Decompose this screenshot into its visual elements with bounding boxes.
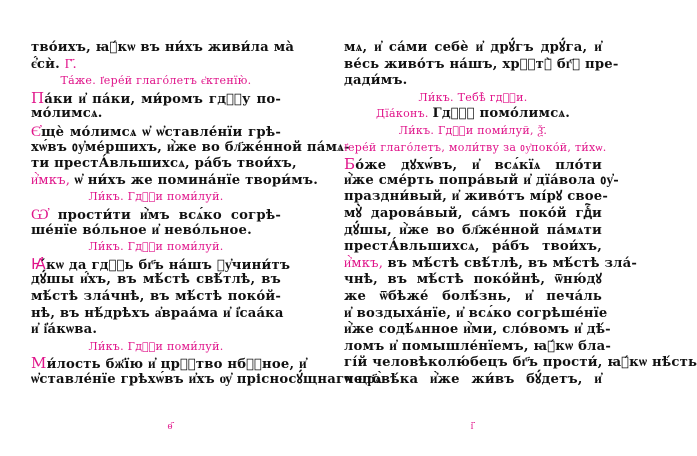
text-line	[344, 40, 602, 57]
rubric-text: І҆ере́й глаго́летъ, моли́тву за ᲂу҆поко́й, ти́хѡ.	[344, 140, 607, 154]
text-line	[344, 322, 611, 339]
rubric-text: Ли́къ. Гдⷭ҇и поми́луй, Ѯ҃.	[398, 123, 548, 137]
right-page-number: і҃	[470, 421, 474, 432]
rubric-text: Та́же. І҆ере́й глаго́летъ є҆ктенїю̀.	[60, 74, 252, 88]
body-text: тво́ихъ, ꙗ҆́кѡ въ ни́хъ живи́ла ма̀	[31, 40, 295, 55]
initial-letter: М	[31, 354, 47, 373]
text-line	[31, 322, 281, 339]
body-text: мо́лимсѧ.	[31, 106, 103, 122]
body-text: и҆ воздыха́нїе, и҆ всѧ́ко согрѣше́нїе	[344, 305, 608, 321]
text-line	[344, 140, 607, 157]
text-line	[31, 206, 281, 223]
text-line	[344, 305, 608, 323]
text-line	[31, 156, 297, 173]
text-line	[31, 90, 281, 107]
body-text: и҆̀же содѣ́ѧнное и҆̀ми, сло́вомъ и҆ дѣ́-	[344, 322, 611, 338]
text-line	[31, 172, 319, 190]
body-text: въ мѣ́стѣ свѣ́тлѣ, въ мѣ́стѣ зла́-	[387, 255, 637, 271]
initial-letter: П	[31, 88, 45, 107]
text-line	[31, 73, 281, 90]
body-text: нѣ, въ нѣ́дрѣхъ а҆враа́ма и҆ і҆саа́ка	[31, 305, 284, 321]
body-text: ве́сь живо́тъ на́шъ, хрⷭ҇тꙋ̀ бг҃ꙋ пре-	[344, 56, 619, 72]
body-text: ломъ и҆ помышле́нїемъ, ꙗ҆́кѡ бла-	[344, 338, 612, 354]
text-line	[344, 156, 602, 173]
text-line	[344, 223, 602, 240]
text-line	[344, 172, 619, 190]
body-text: хѡ́въ ᲂу҆ме́ршихъ, и҆̀же во бл҃же́нной па́мѧ-	[31, 139, 350, 155]
body-text: ше́нїе во́льное и҆ нево́льное.	[31, 222, 252, 238]
text-line	[344, 355, 697, 372]
rubric-text: Ли́къ. Гдⷭ҇и поми́луй.	[88, 240, 224, 254]
body-text: чнѣ, въ мѣ́стѣ поко́йнѣ, ѿню́дꙋ	[344, 272, 602, 288]
body-text: ти престА́вльшихсѧ, ра́бъ твои́хъ,	[31, 156, 297, 172]
rubric-text: Дїа́конъ.	[375, 107, 433, 121]
text-line	[344, 239, 602, 256]
body-text: дꙋ́шы и҆́хъ, въ мѣ́стѣ свѣ́тлѣ, въ	[31, 272, 281, 288]
text-line	[31, 139, 350, 157]
rubric-text: Ли́къ. Гдⷭ҇и поми́луй.	[88, 339, 224, 353]
text-line	[344, 255, 637, 273]
initial-letter: Ѡ҆	[31, 204, 49, 223]
text-line	[31, 106, 281, 123]
body-text: же ѿбѣже́ болѣ́знь, и҆ печа́ль	[344, 288, 602, 304]
text-line	[344, 372, 602, 389]
text-line	[31, 189, 281, 206]
text-line	[31, 254, 291, 273]
left-page-number: ѳ҃	[167, 421, 173, 432]
text-line	[31, 339, 281, 356]
text-line	[344, 289, 602, 306]
body-text: гі́й человѣколю́бецъ бг҃ъ прости́, ꙗ҆́кѡ нѣ́сть	[344, 355, 697, 371]
body-text: прости́ти и҆̀мъ всѧ́ко согрѣ-	[48, 207, 281, 223]
text-line	[344, 189, 609, 206]
body-text: ѡ҆ ни́хъ же помина́нїе твори́мъ.	[74, 172, 319, 188]
body-text: праздни́вый, и҆ живо́тъ мі́рꙋ свое-	[344, 189, 609, 205]
body-text: и҆ і҆а́кѡва.	[31, 322, 98, 338]
text-line	[31, 57, 281, 74]
text-line	[344, 73, 602, 90]
text-line	[31, 354, 307, 373]
text-line	[344, 106, 602, 123]
text-line	[31, 239, 281, 256]
rubric-text: Ли́къ. Тебѣ̀ гдⷭ҇и.	[418, 90, 528, 104]
text-line	[31, 289, 281, 306]
text-line	[31, 123, 281, 140]
body-text: мѣ́стѣ зла́чнѣ, въ мѣ́стѣ поко́й-	[31, 288, 281, 304]
text-line	[31, 223, 281, 240]
body-text: престА́вльшихсѧ, ра́бъ твои́хъ,	[344, 239, 602, 255]
red-text: и҆̀мкъ,	[344, 255, 388, 271]
text-line	[31, 40, 295, 57]
body-text: а́ки и҆ па́ки, ми́ромъ гдⷭ҇у по-	[44, 91, 281, 107]
text-line	[31, 371, 382, 389]
initial-letter: Ꙗ҆	[31, 254, 46, 273]
body-text: Гдⷭ҇ꙋ помо́лимсѧ.	[432, 106, 571, 122]
body-text: ́кѡ да гдⷭ҇ь бг҃ъ на́шъ ᲂу҆чини́тъ	[45, 257, 291, 273]
initial-letter: Б	[344, 155, 356, 174]
text-line	[344, 56, 619, 74]
text-line	[344, 272, 602, 289]
text-line	[344, 338, 612, 356]
body-text: и҆̀же сме́рть попра́вый и҆ дїа́вола ᲂу҆-	[344, 172, 619, 188]
body-text: щѐ мо́лимсѧ ѡ҆ ѡ҆ставле́нїи грѣ-	[41, 124, 281, 140]
body-text: и́лость бж҃їю и҆ црⷭ҇тво нбⷭ҇ное, и҆	[46, 357, 307, 373]
rubric-text: Ли́къ. Гдⷭ҇и поми́луй.	[88, 190, 224, 204]
text-line	[31, 272, 281, 289]
body-text: є҆́сѝ.	[31, 56, 65, 72]
body-text: мꙋ̀ дарова́вый, са́мъ поко́й гдⷭ҇и	[344, 205, 602, 221]
body-text: ѡ҆ставле́нїе грѣхѡ́въ и҆хъ ѹ҆ прісносꙋ́щнагѡ цр҃ѧ̀	[31, 371, 382, 387]
body-text: дꙋ́шы, и҆̀же во бл҃же́нной па́мѧти	[344, 222, 602, 238]
text-line	[31, 305, 284, 323]
red-text: Г҃.	[64, 56, 77, 72]
body-text: мѧ, и҆ са́ми себѐ и҆ дрꙋ́гъ дрꙋ́га, и҆	[344, 40, 602, 55]
body-text: человѣ́ка и҆̀же жи́въ бꙋ́детъ, и҆	[344, 371, 602, 387]
right-page	[344, 40, 697, 388]
body-text: дади́мъ.	[344, 73, 408, 89]
text-line	[344, 90, 602, 107]
text-line	[344, 206, 602, 223]
red-text: и҆̀мкъ,	[31, 172, 75, 188]
text-line	[344, 123, 602, 140]
initial-letter: Є҆	[31, 121, 42, 140]
body-text: о́же дꙋхѡ́въ, и҆ всѧ́кїѧ пло́ти	[355, 158, 602, 174]
